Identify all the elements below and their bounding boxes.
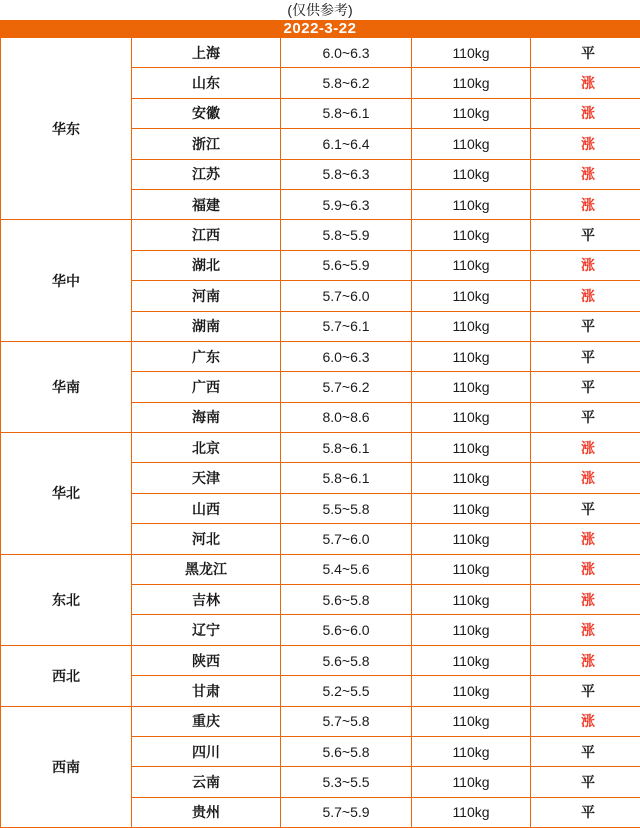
province-cell: 浙江	[132, 129, 281, 159]
weight-cell: 110kg	[412, 767, 531, 797]
price-cell: 5.3~5.5	[281, 767, 412, 797]
weight-cell: 110kg	[412, 797, 531, 827]
trend-cell: 涨	[531, 189, 640, 219]
province-cell: 贵州	[132, 797, 281, 827]
region-cell: 华东	[1, 38, 132, 220]
weight-cell: 110kg	[412, 372, 531, 402]
price-cell: 5.7~5.8	[281, 706, 412, 736]
table-row	[1, 706, 640, 736]
province-cell: 江西	[132, 220, 281, 250]
trend-cell: 平	[531, 402, 640, 432]
trend-cell: 平	[531, 372, 640, 402]
weight-cell: 110kg	[412, 250, 531, 280]
province-cell: 湖北	[132, 250, 281, 280]
province-cell: 北京	[132, 433, 281, 463]
price-cell: 8.0~8.6	[281, 402, 412, 432]
price-cell: 5.7~6.0	[281, 524, 412, 554]
province-cell: 吉林	[132, 585, 281, 615]
price-cell: 5.9~6.3	[281, 189, 412, 219]
trend-cell: 平	[531, 767, 640, 797]
province-cell: 安徽	[132, 98, 281, 128]
weight-cell: 110kg	[412, 676, 531, 706]
weight-cell: 110kg	[412, 463, 531, 493]
trend-cell: 平	[531, 736, 640, 766]
province-cell: 天津	[132, 463, 281, 493]
price-cell: 5.4~5.6	[281, 554, 412, 584]
trend-cell: 涨	[531, 281, 640, 311]
trend-cell: 涨	[531, 585, 640, 615]
weight-cell: 110kg	[412, 402, 531, 432]
sheet-date: 2022-3-22	[0, 20, 640, 37]
price-cell: 5.7~6.2	[281, 372, 412, 402]
trend-cell: 涨	[531, 68, 640, 98]
weight-cell: 110kg	[412, 706, 531, 736]
weight-cell: 110kg	[412, 736, 531, 766]
price-cell: 5.8~6.1	[281, 98, 412, 128]
trend-cell: 涨	[531, 159, 640, 189]
trend-cell: 涨	[531, 129, 640, 159]
sheet-note: (仅供参考)	[0, 0, 640, 20]
trend-cell: 平	[531, 493, 640, 523]
weight-cell: 110kg	[412, 159, 531, 189]
price-cell: 5.8~6.2	[281, 68, 412, 98]
price-cell: 6.0~6.3	[281, 38, 412, 68]
trend-cell: 涨	[531, 463, 640, 493]
table-row	[1, 220, 640, 250]
trend-cell: 涨	[531, 645, 640, 675]
price-cell: 5.8~5.9	[281, 220, 412, 250]
price-cell: 5.6~5.8	[281, 736, 412, 766]
region-cell: 东北	[1, 554, 132, 645]
weight-cell: 110kg	[412, 281, 531, 311]
price-cell: 5.6~5.8	[281, 645, 412, 675]
price-cell: 5.2~5.5	[281, 676, 412, 706]
province-cell: 湖南	[132, 311, 281, 341]
weight-cell: 110kg	[412, 68, 531, 98]
weight-cell: 110kg	[412, 341, 531, 371]
weight-cell: 110kg	[412, 433, 531, 463]
table-row	[1, 433, 640, 463]
province-cell: 四川	[132, 736, 281, 766]
weight-cell: 110kg	[412, 98, 531, 128]
province-cell: 广西	[132, 372, 281, 402]
province-cell: 上海	[132, 38, 281, 68]
province-cell: 河南	[132, 281, 281, 311]
province-cell: 重庆	[132, 706, 281, 736]
weight-cell: 110kg	[412, 615, 531, 645]
province-cell: 江苏	[132, 159, 281, 189]
weight-cell: 110kg	[412, 311, 531, 341]
table-body	[1, 38, 640, 828]
price-cell: 5.5~5.8	[281, 493, 412, 523]
region-cell: 西北	[1, 645, 132, 706]
province-cell: 海南	[132, 402, 281, 432]
trend-cell: 涨	[531, 524, 640, 554]
trend-cell: 涨	[531, 706, 640, 736]
table-row	[1, 341, 640, 371]
province-cell: 河北	[132, 524, 281, 554]
province-cell: 福建	[132, 189, 281, 219]
price-cell: 5.6~5.9	[281, 250, 412, 280]
price-cell: 5.7~6.0	[281, 281, 412, 311]
weight-cell: 110kg	[412, 524, 531, 554]
region-cell: 华南	[1, 341, 132, 432]
price-cell: 5.8~6.3	[281, 159, 412, 189]
province-cell: 黑龙江	[132, 554, 281, 584]
table-row	[1, 645, 640, 675]
trend-cell: 平	[531, 797, 640, 827]
region-cell: 华北	[1, 433, 132, 555]
province-cell: 山西	[132, 493, 281, 523]
price-cell: 6.0~6.3	[281, 341, 412, 371]
trend-cell: 涨	[531, 250, 640, 280]
price-cell: 5.6~6.0	[281, 615, 412, 645]
trend-cell: 平	[531, 38, 640, 68]
weight-cell: 110kg	[412, 554, 531, 584]
weight-cell: 110kg	[412, 129, 531, 159]
weight-cell: 110kg	[412, 645, 531, 675]
trend-cell: 涨	[531, 554, 640, 584]
province-cell: 甘肃	[132, 676, 281, 706]
price-cell: 6.1~6.4	[281, 129, 412, 159]
price-cell: 5.7~6.1	[281, 311, 412, 341]
weight-cell: 110kg	[412, 220, 531, 250]
price-cell: 5.8~6.1	[281, 463, 412, 493]
weight-cell: 110kg	[412, 38, 531, 68]
province-cell: 山东	[132, 68, 281, 98]
price-cell: 5.7~5.9	[281, 797, 412, 827]
province-cell: 辽宁	[132, 615, 281, 645]
province-cell: 陕西	[132, 645, 281, 675]
region-cell: 西南	[1, 706, 132, 828]
pig-price-table	[0, 37, 640, 828]
weight-cell: 110kg	[412, 585, 531, 615]
trend-cell: 涨	[531, 615, 640, 645]
province-cell: 云南	[132, 767, 281, 797]
weight-cell: 110kg	[412, 189, 531, 219]
trend-cell: 涨	[531, 433, 640, 463]
table-row	[1, 554, 640, 584]
trend-cell: 平	[531, 220, 640, 250]
trend-cell: 涨	[531, 98, 640, 128]
table-row	[1, 38, 640, 68]
price-cell: 5.8~6.1	[281, 433, 412, 463]
trend-cell: 平	[531, 676, 640, 706]
price-cell: 5.6~5.8	[281, 585, 412, 615]
region-cell: 华中	[1, 220, 132, 342]
trend-cell: 平	[531, 341, 640, 371]
weight-cell: 110kg	[412, 493, 531, 523]
province-cell: 广东	[132, 341, 281, 371]
trend-cell: 平	[531, 311, 640, 341]
